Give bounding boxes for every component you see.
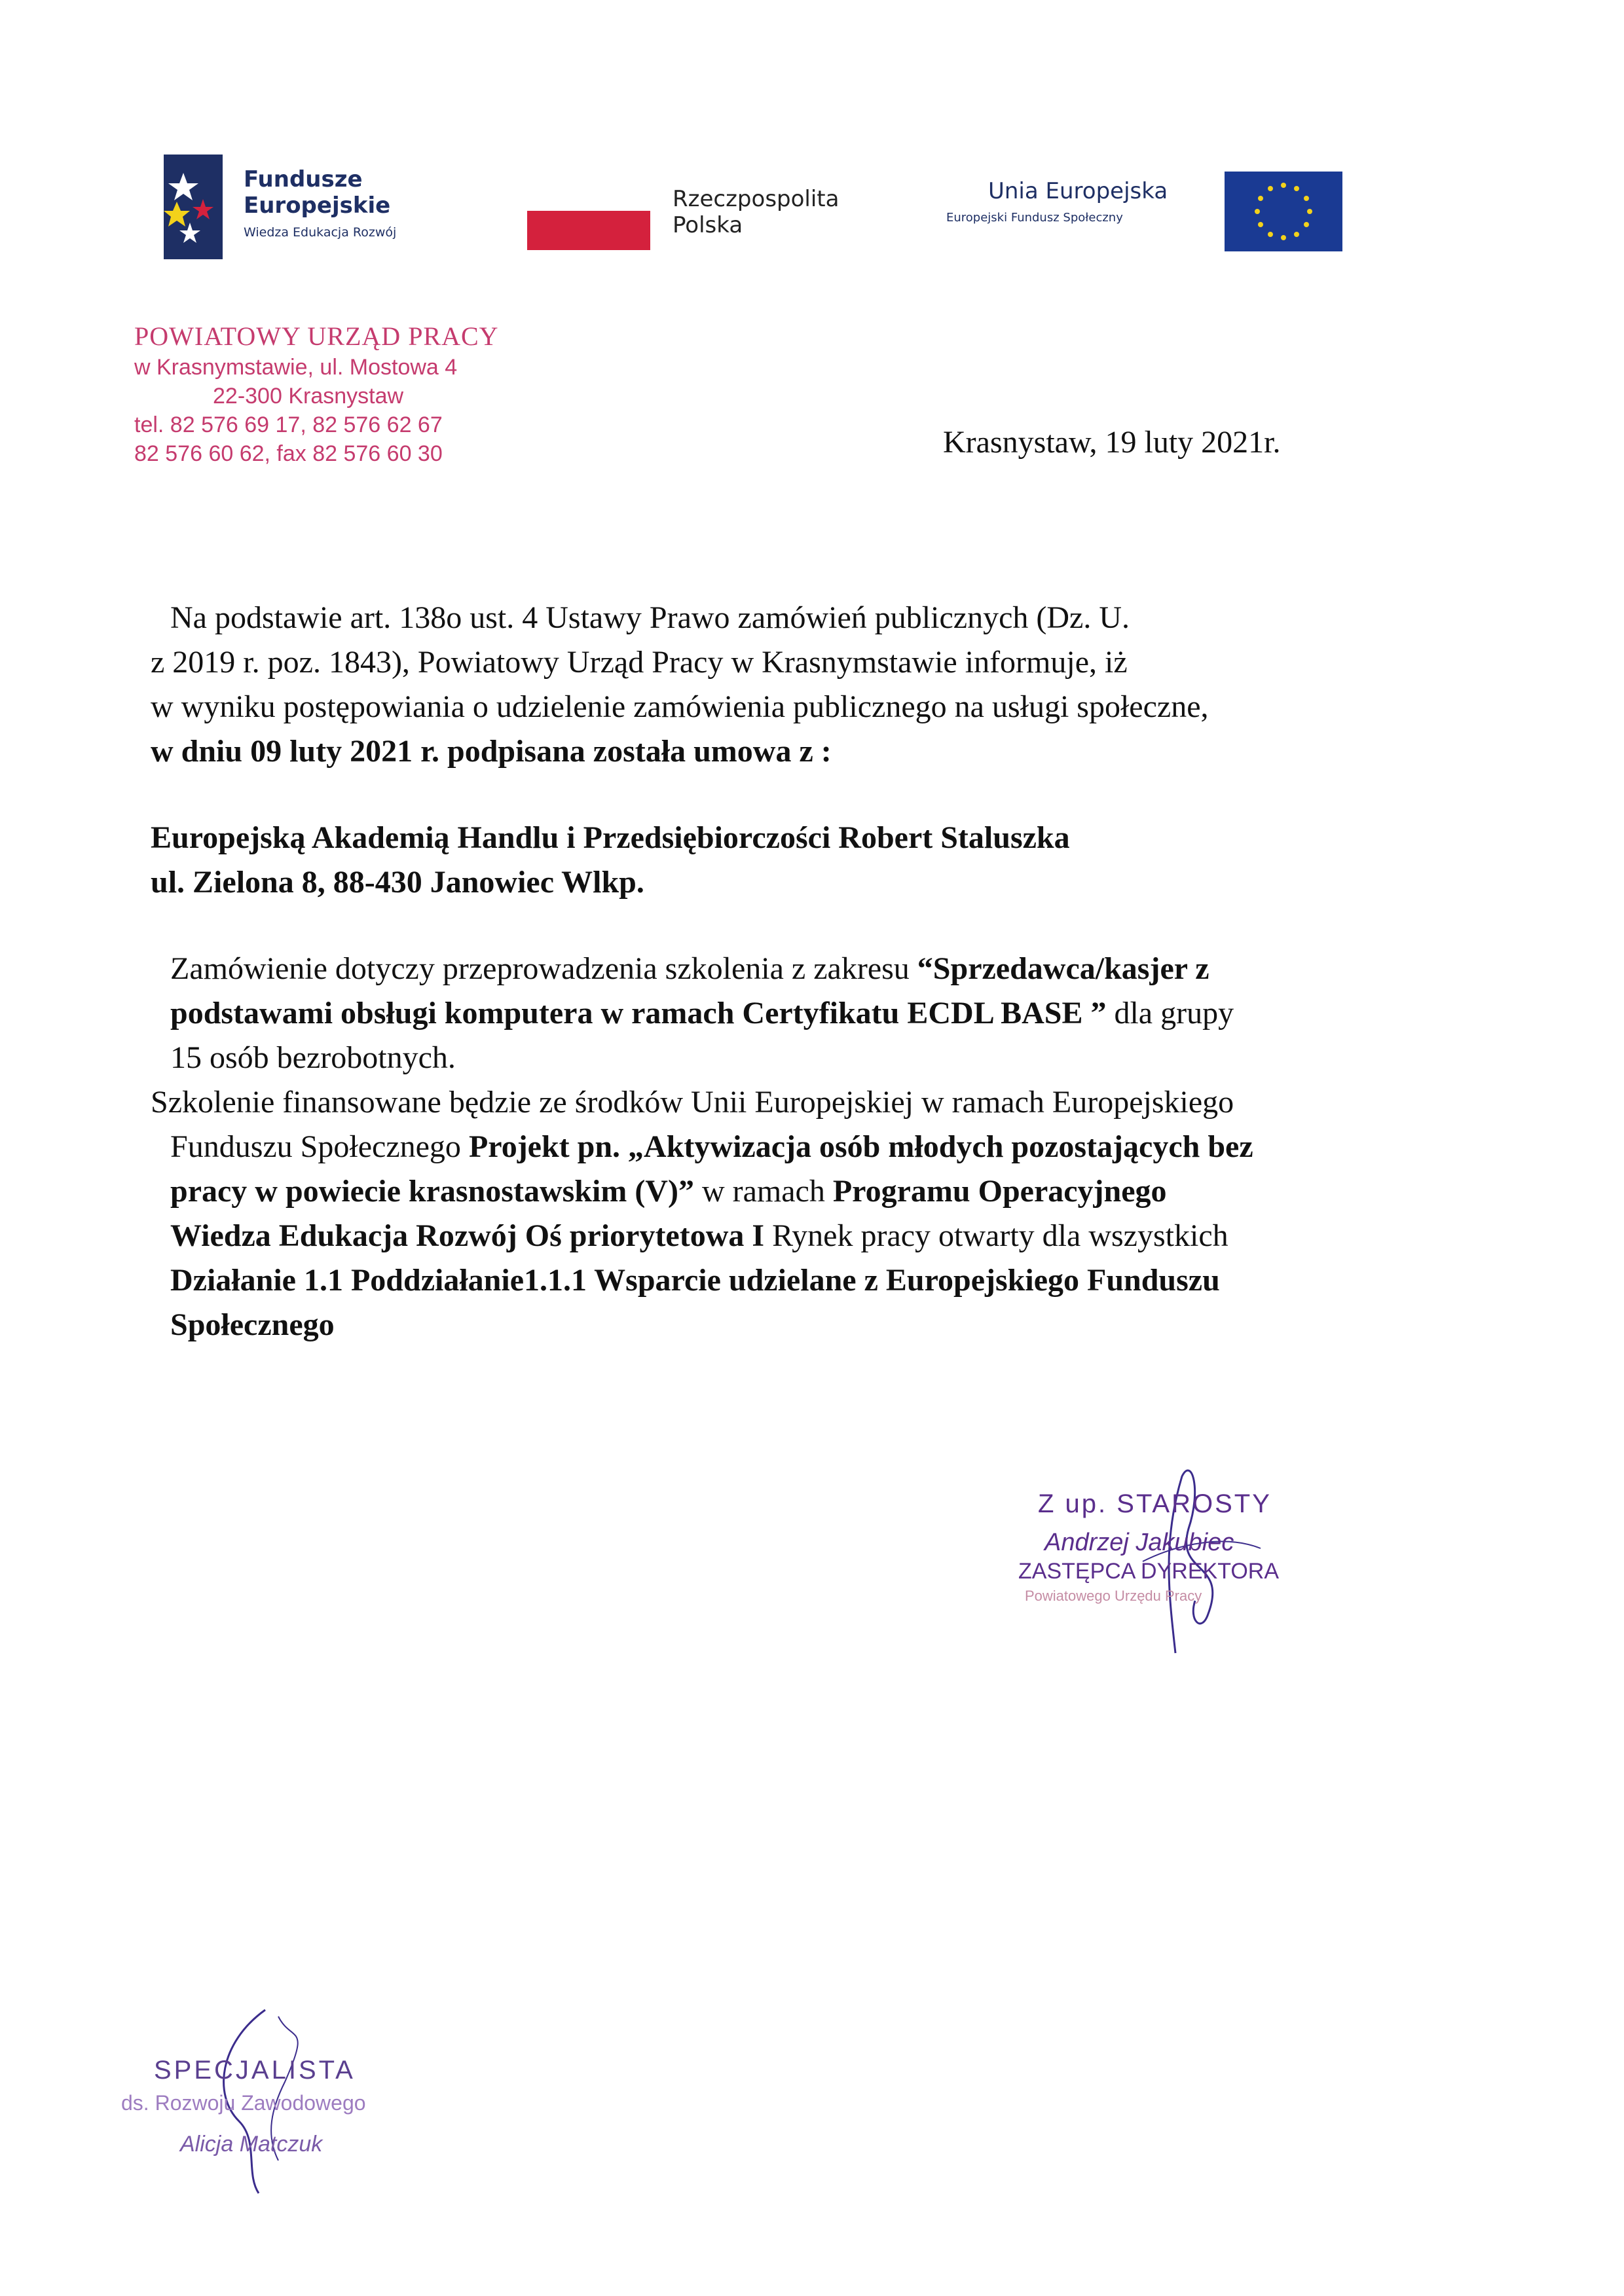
p3-line2-project: Projekt pn. „Aktywizacja osób młodych pozostających bez bbox=[468, 1129, 1253, 1164]
p2-line2-course: podstawami obsługi komputera w ramach Certyfikatu ECDL BASE ” bbox=[170, 996, 1107, 1030]
fundusze-europejskie-mark-icon bbox=[164, 155, 223, 259]
signature2-name: Alicja Matczuk bbox=[180, 2132, 323, 2157]
stamp-fax: 82 576 60 62, fax 82 576 60 30 bbox=[134, 441, 443, 466]
signature1-line1: Z up. STAROSTY bbox=[1038, 1489, 1272, 1518]
fe-logo-line2: Europejskie bbox=[244, 192, 391, 219]
rzeczpospolita-polska-logo bbox=[527, 177, 894, 255]
p2-line1-course: “Sprzedawca/kasjer z bbox=[917, 951, 1209, 986]
signature-block-specialist bbox=[115, 2003, 455, 2200]
unia-europejska-logo bbox=[946, 172, 1352, 257]
stamp-phone: tel. 82 576 69 17, 82 576 62 67 bbox=[134, 412, 443, 437]
p3-line4-priority: Wiedza Edukacja Rozwój Oś priorytetowa I bbox=[170, 1218, 765, 1253]
p3-line5: Działanie 1.1 Poddziałanie1.1.1 Wsparcie udzielane z Europejskiego Funduszu bbox=[170, 1263, 1220, 1298]
p3-line2-text: Funduszu Społecznego bbox=[170, 1129, 469, 1164]
fe-logo-line1: Fundusze bbox=[244, 166, 363, 192]
p3-line3-text: w ramach bbox=[693, 1174, 833, 1209]
signature2-title: SPECJALISTA bbox=[154, 2056, 356, 2085]
rp-logo-line2: Polska bbox=[673, 212, 743, 238]
p2-line3: 15 osób bezrobotnych. bbox=[170, 1040, 456, 1075]
p1-line2: z 2019 r. poz. 1843), Powiatowy Urząd Pracy w Krasnymstawie informuje, iż bbox=[151, 645, 1128, 680]
signature1-name: Andrzej Jakubiec bbox=[1044, 1529, 1234, 1556]
eu-flag-icon bbox=[1225, 172, 1342, 251]
fe-logo-line3: Wiedza Edukacja Rozwój bbox=[244, 225, 397, 240]
rp-logo-line1: Rzeczpospolita bbox=[673, 186, 840, 212]
signature2-department: ds. Rozwoju Zawodowego bbox=[121, 2091, 366, 2115]
p2-line2-text: dla grupy bbox=[1106, 996, 1234, 1030]
stamp-address: w Krasnymstawie, ul. Mostowa 4 bbox=[134, 355, 458, 380]
ue-logo-line1: Unia Europejska bbox=[988, 178, 1168, 204]
p3-line1: Szkolenie finansowane będzie ze środków Unii Europejskiej w ramach Europejskiego bbox=[151, 1085, 1234, 1120]
signature-block-deputy-director bbox=[1012, 1463, 1352, 1660]
p1-line4: w dniu 09 luty 2021 r. podpisana została umowa z : bbox=[151, 734, 832, 769]
stamp-office-name: POWIATOWY URZĄD PRACY bbox=[134, 321, 499, 351]
signature1-title: ZASTĘPCA DYREKTORA bbox=[1018, 1559, 1280, 1584]
p2-line1 bbox=[170, 953, 1209, 985]
contractor-name: Europejską Akademią Handlu i Przedsiębiorczości Robert Staluszka bbox=[151, 820, 1070, 855]
signature1-office: Powiatowego Urzędu Pracy bbox=[1025, 1588, 1202, 1604]
p1-line1: Na podstawie art. 138o ust. 4 Ustawy Prawo zamówień publicznych (Dz. U. bbox=[170, 600, 1130, 635]
stamp-postal: 22-300 Krasnystaw bbox=[213, 384, 404, 409]
p2-line2 bbox=[170, 998, 1234, 1029]
p3-line4 bbox=[170, 1220, 1228, 1252]
p3-line3 bbox=[170, 1176, 1167, 1207]
polish-flag-icon bbox=[527, 211, 650, 250]
p3-line3-project: pracy w powiecie krasnostawskim (V)” bbox=[170, 1174, 694, 1209]
p2-line1-text: Zamówienie dotyczy przeprowadzenia szkolenia z zakresu bbox=[170, 951, 917, 986]
p3-line3-programme: Programu Operacyjnego bbox=[832, 1174, 1167, 1209]
document-date: Krasnystaw, 19 luty 2021r. bbox=[943, 425, 1281, 460]
ue-logo-line2: Europejski Fundusz Społeczny bbox=[946, 211, 1123, 225]
office-stamp bbox=[134, 321, 540, 478]
p1-line3: w wyniku postępowiania o udzielenie zamówienia publicznego na usługi społeczne, bbox=[151, 689, 1209, 724]
p3-line2 bbox=[170, 1131, 1253, 1163]
p3-line6: Społecznego bbox=[170, 1307, 335, 1342]
contractor-address: ul. Zielona 8, 88-430 Janowiec Wlkp. bbox=[151, 865, 644, 900]
fundusze-europejskie-logo bbox=[164, 155, 452, 266]
p3-line4-text: Rynek pracy otwarty dla wszystkich bbox=[764, 1218, 1228, 1253]
